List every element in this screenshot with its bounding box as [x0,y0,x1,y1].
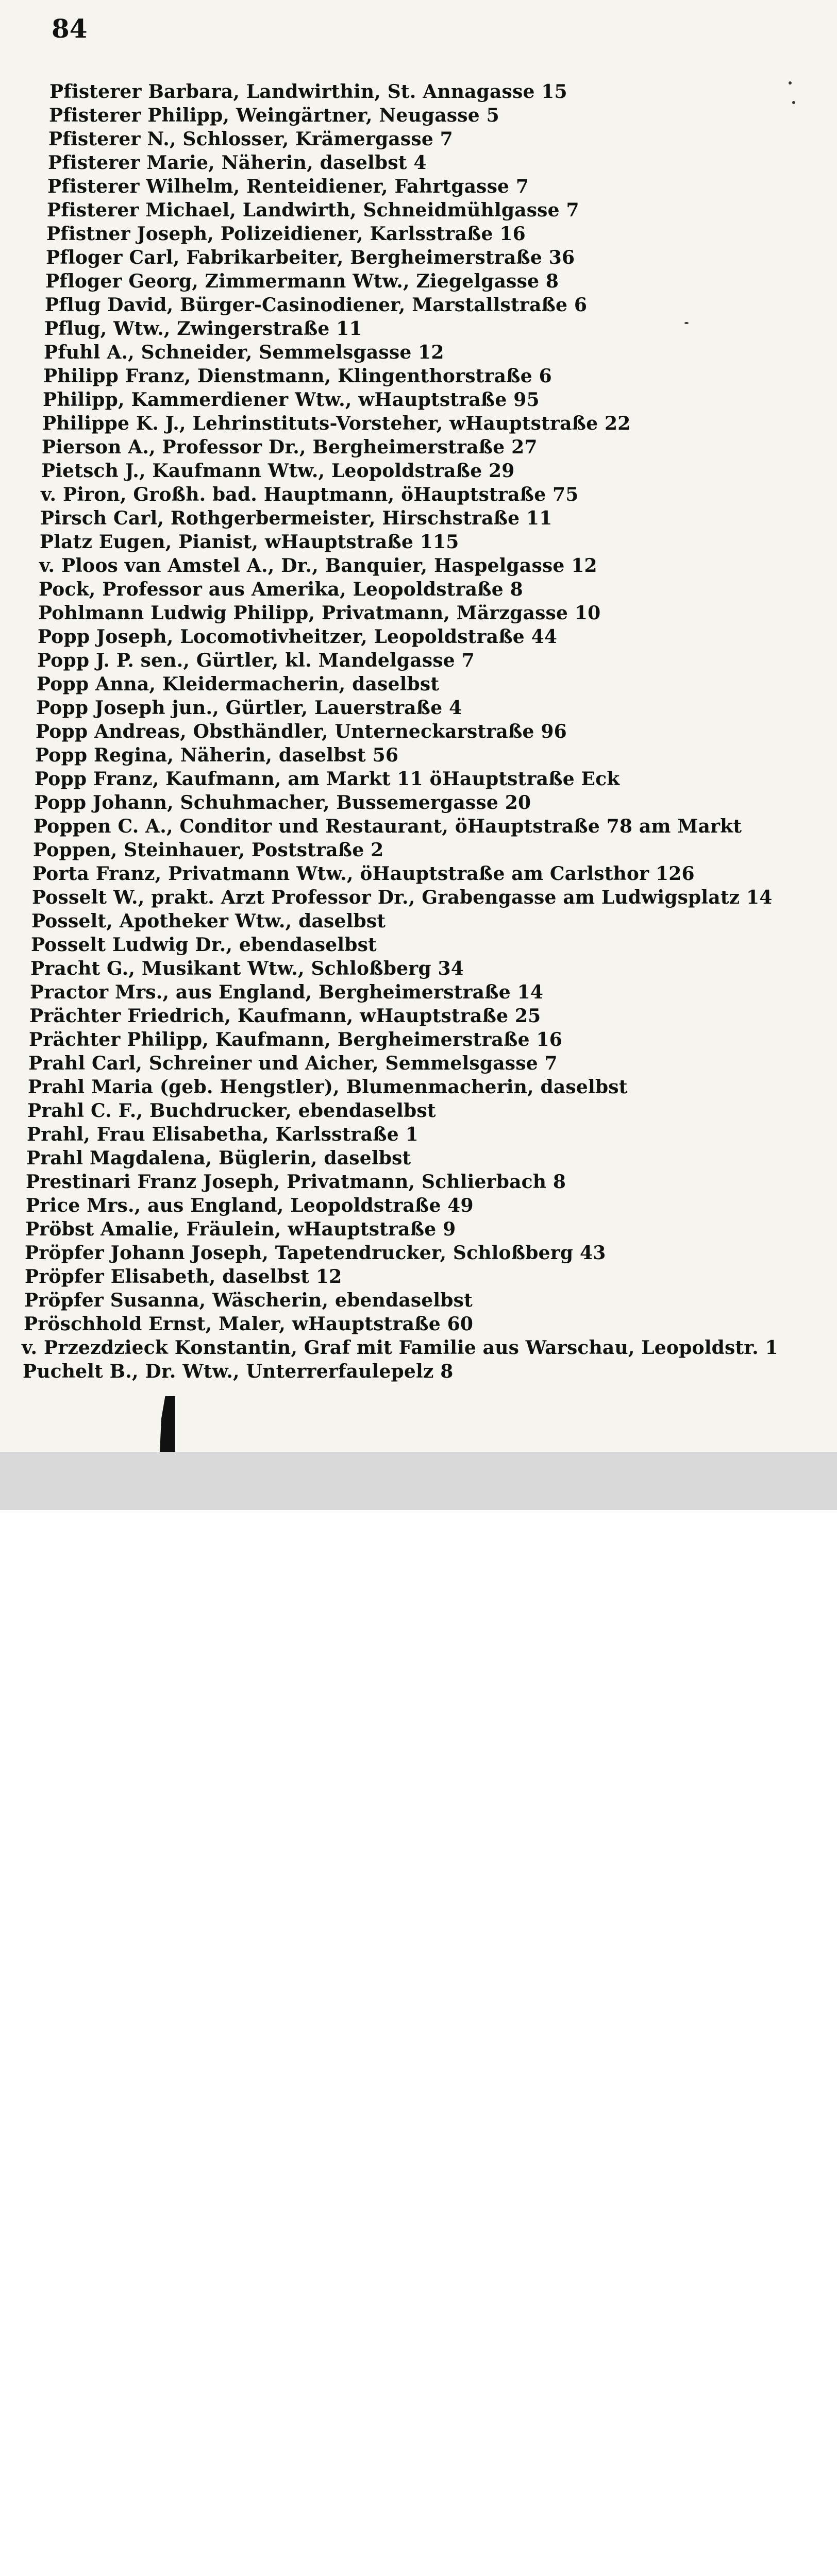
list-item: Popp Regina, Näherin, daselbst 56 [35,744,399,766]
list-item: Pfisterer Philipp, Weingärtner, Neugasse 5 [49,105,499,126]
footer-bar [0,1452,837,1510]
list-item: Posselt, Apotheker Wtw., daselbst [31,910,386,932]
list-item: Pfisterer Marie, Näherin, daselbst 4 [48,152,427,174]
list-item: Pfisterer N., Schlosser, Krämergasse 7 [48,128,453,150]
list-item: Pock, Professor aus Amerika, Leopoldstraße 8 [39,579,523,600]
list-item: Popp Joseph jun., Gürtler, Lauerstraße 4 [36,697,462,719]
list-item: Prahl Carl, Schreiner und Aicher, Semmelsgasse 7 [28,1053,558,1074]
list-item: Popp J. P. sen., Gürtler, kl. Mandelgasse 7 [37,650,475,671]
list-item: Prahl, Frau Elisabetha, Karlsstraße 1 [27,1124,418,1145]
list-item: Pfistner Joseph, Polizeidiener, Karlsstraße 16 [46,223,526,245]
list-item: Posselt W., prakt. Arzt Professor Dr., Grabengasse am Ludwigsplatz 14 [32,887,773,908]
list-item: Prahl Maria (geb. Hengstler), Blumenmacherin, daselbst [28,1076,628,1098]
list-item: v. Przezdzieck Konstantin, Graf mit Familie aus Warschau, Leopoldstr. 1 [22,1337,778,1359]
list-item: Popp Franz, Kaufmann, am Markt 11 öHauptstraße Eck [35,768,620,790]
list-item: Porta Franz, Privatmann Wtw., öHauptstraße am Carlsthor 126 [32,863,695,885]
list-item: Pfisterer Wilhelm, Renteidiener, Fahrtgasse 7 [47,176,529,197]
list-item: Pietsch J., Kaufmann Wtw., Leopoldstraße 29 [41,460,515,482]
list-item: Platz Eugen, Pianist, wHauptstraße 115 [40,531,459,553]
list-item: Pflug, Wtw., Zwingerstraße 11 [44,318,362,340]
list-item: Pfloger Georg, Zimmermann Wtw., Ziegelgasse 8 [45,270,559,292]
list-item: Popp Joseph, Locomotivheitzer, Leopoldstraße 44 [38,626,558,648]
list-item: Poppen C. A., Conditor und Restaurant, öHauptstraße 78 am Markt [34,816,742,837]
list-item: Pflug David, Bürger-Casinodiener, Marstallstraße 6 [45,294,588,316]
list-item: Prächter Friedrich, Kaufmann, wHauptstraße 25 [29,1005,541,1027]
list-item: Pracht G., Musikant Wtw., Schloßberg 34 [30,958,464,979]
list-item: Pröpfer Susanna, Wäscherin, ebendaselbst [24,1290,473,1311]
list-item: Philippe K. J., Lehrinstituts-Vorsteher, wHauptstraße 22 [42,413,631,434]
list-item: Popp Andreas, Obsthändler, Unterneckarstraße 96 [36,721,567,742]
list-item: v. Ploos van Amstel A., Dr., Banquier, Haspelgasse 12 [39,555,597,577]
list-item: Prächter Philipp, Kaufmann, Bergheimerstraße 16 [29,1029,562,1050]
list-item: Pfuhl A., Schneider, Semmelsgasse 12 [44,342,444,363]
list-item: Pohlmann Ludwig Philipp, Privatmann, Märzgasse 10 [38,602,601,624]
list-item: Puchelt B., Dr. Wtw., Unterrerfaulepelz 8 [23,1361,454,1382]
list-item: Popp Johann, Schuhmacher, Bussemergasse 20 [34,792,531,814]
list-item: v. Piron, Großh. bad. Hauptmann, öHauptstraße 75 [41,484,579,505]
list-item: Popp Anna, Kleidermacherin, daselbst [37,673,440,695]
list-item: Poppen, Steinhauer, Poststraße 2 [33,839,384,861]
list-item: Price Mrs., aus England, Leopoldstraße 49 [26,1195,474,1216]
list-item: Pfisterer Barbara, Landwirthin, St. Annagasse 15 [49,81,567,103]
list-item: Philipp, Kammerdiener Wtw., wHauptstraße 95 [43,389,540,411]
list-item: Prestinari Franz Joseph, Privatmann, Schlierbach 8 [26,1171,566,1193]
list-item: Pröbst Amalie, Fräulein, wHauptstraße 9 [25,1218,456,1240]
speck-mark [792,101,795,104]
list-item: Prahl Magdalena, Büglerin, daselbst [26,1147,411,1169]
list-item: Pfisterer Michael, Landwirth, Schneidmühlgasse 7 [47,199,579,221]
list-item: Prahl C. F., Buchdrucker, ebendaselbst [27,1100,436,1122]
speck-mark [789,81,792,84]
list-item: Pröpfer Elisabeth, daselbst 12 [25,1266,342,1287]
list-item: Pröpfer Johann Joseph, Tapetendrucker, Schloßberg 43 [25,1242,606,1264]
list-item: Philipp Franz, Dienstmann, Klingenthorstraße 6 [43,365,552,387]
page-number: 84 [52,13,88,44]
scan-edge-mark [160,1396,175,1452]
list-item: Pirsch Carl, Rothgerbermeister, Hirschstraße 11 [40,507,553,529]
list-item: Practor Mrs., aus England, Bergheimerstraße 14 [30,981,544,1003]
list-item: Pröschhold Ernst, Maler, wHauptstraße 60 [24,1313,474,1335]
list-item: Posselt Ludwig Dr., ebendaselbst [31,934,377,956]
speck-mark [684,322,689,324]
list-item: Pierson A., Professor Dr., Bergheimerstraße 27 [42,436,538,458]
list-item: Pfloger Carl, Fabrikarbeiter, Bergheimerstraße 36 [46,247,575,268]
